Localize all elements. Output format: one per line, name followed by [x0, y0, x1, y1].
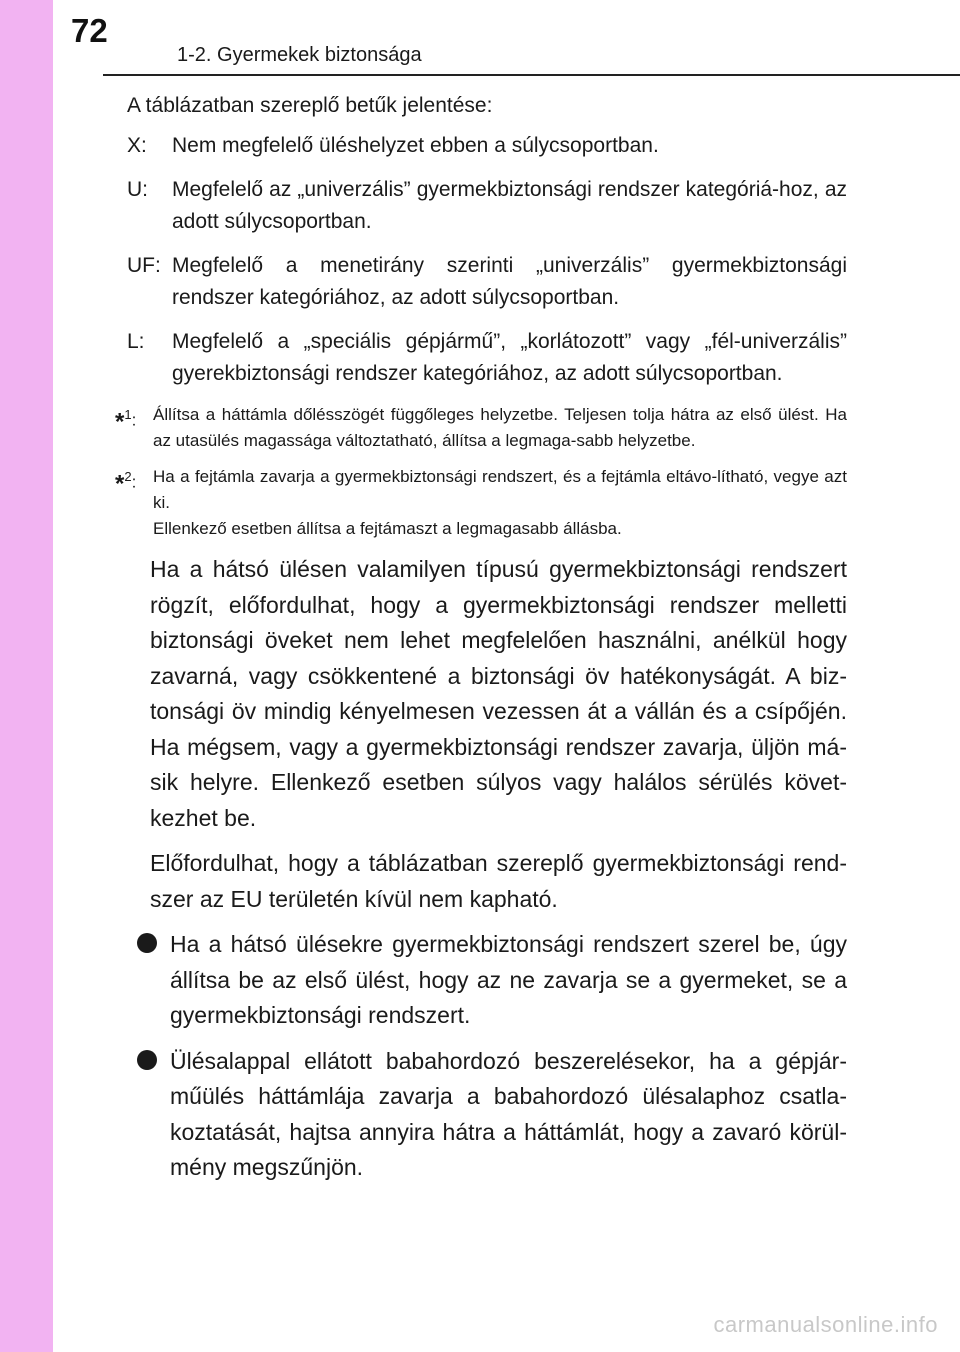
- legend-intro: A táblázatban szereplő betűk jelentése:: [127, 94, 493, 117]
- legend-key: UF:: [127, 254, 161, 277]
- legend-item-uf: [127, 250, 847, 314]
- bullet-item: [137, 1044, 847, 1186]
- legend-text: Megfelelő a „speciális gépjármű”, „korlátozott” vagy „fél-univerzális” gyerekbiztonsági rendszer kategóriához, az adott súlycsoportban.: [172, 330, 847, 385]
- footnote-line: Állítsa a háttámla dőlésszögét függőleges helyzetbe. Teljesen tolja hátra az első ülést. Ha az utasülés magassága változtatható, állítsa a legmaga-sabb helyzetbe.: [153, 405, 847, 450]
- footnote-2: [115, 464, 847, 542]
- bullet-dot-icon: [137, 1050, 157, 1070]
- legend-text: Megfelelő a menetirány szerinti „univerzális” gyermekbiztonsági rendszer kategóriához, az adott súlycsoportban.: [172, 254, 847, 309]
- legend-key: U:: [127, 178, 148, 201]
- page-header: [53, 0, 960, 76]
- page-number: 72: [71, 12, 108, 49]
- legend-item-x: [127, 130, 847, 162]
- bullet-text: Ülésalappal ellátott babahordozó beszerelésekor, ha a gépjár-műülés háttámlája zavarja a babahordozó ülésalaphoz csatla-koztatását, hajtsa annyira hátra a háttámlát, hogy a zavaró körül-mény megszűnjön.: [170, 1047, 847, 1180]
- footnote-colon: :: [131, 410, 137, 430]
- bullet-item: [137, 927, 847, 1034]
- legend-item-u: [127, 174, 847, 238]
- bullet-dot-icon: [137, 933, 157, 953]
- side-color-strip: [0, 0, 53, 1352]
- footnote-number: 1: [124, 407, 132, 422]
- footnote-line: Ha a fejtámla zavarja a gyermekbiztonsági rendszert, és a fejtámla eltávo-lítható, vegye azt ki.: [153, 467, 847, 512]
- watermark-text: carmanualsonline.info: [713, 1312, 938, 1337]
- footnote-marker: [115, 464, 153, 542]
- footnote-1: [115, 402, 847, 454]
- legend-text: Megfelelő az „univerzális” gyermekbiztonsági rendszer kategóriá-hoz, az adott súlycsoportban.: [172, 178, 847, 233]
- footnote-line: Ellenkező esetben állítsa a fejtámaszt a legmagasabb állásba.: [153, 519, 622, 538]
- legend-text: Nem megfelelő üléshelyzet ebben a súlycsoportban.: [172, 134, 659, 157]
- footnote-text: [153, 464, 847, 542]
- legend-item-l: [127, 326, 847, 390]
- body-paragraph: Előfordulhat, hogy a táblázatban szereplő gyermekbiztonsági rend-szer az EU területén kívül nem kapható.: [150, 850, 847, 912]
- footnote-text: [153, 402, 847, 454]
- section-title: 1-2. Gyermekek biztonsága: [177, 44, 422, 66]
- bullet-text: Ha a hátsó ülésekre gyermekbiztonsági rendszert szerel be, úgy állítsa be az első ülést, hogy az ne zavarja se a gyermeket, se a gyermekbiztonsági rendszert.: [170, 931, 847, 1028]
- footnote-star: *: [115, 470, 125, 498]
- legend-key: X:: [127, 134, 147, 157]
- header-divider: [103, 74, 960, 76]
- page-content: [115, 86, 847, 1186]
- footnote-number: 2: [124, 469, 132, 484]
- footnote-marker: [115, 402, 153, 454]
- body-paragraph: Ha a hátsó ülésen valamilyen típusú gyermekbiztonsági rendszert rögzít, előfordulhat, hogy a gyermekbiztonsági rendszer melletti biztonsági öveket nem lehet megfelelően használni, anélkül hogy zavarná, vagy csökkentené a biztonsági öv hatékonyságát. A biz-tonsági öv mindig kényelmesen vezessen át a vállán és a csípőjén. Ha mégsem, vagy a gyermekbiztonsági rendszer zavarja, üljön má-sik helyre. Ellenkező esetben súlyos vagy halálos sérülés követ-kezhet be.: [150, 556, 847, 831]
- footnote-star: *: [115, 408, 125, 436]
- legend-key: L:: [127, 330, 145, 353]
- footnote-colon: :: [131, 472, 137, 492]
